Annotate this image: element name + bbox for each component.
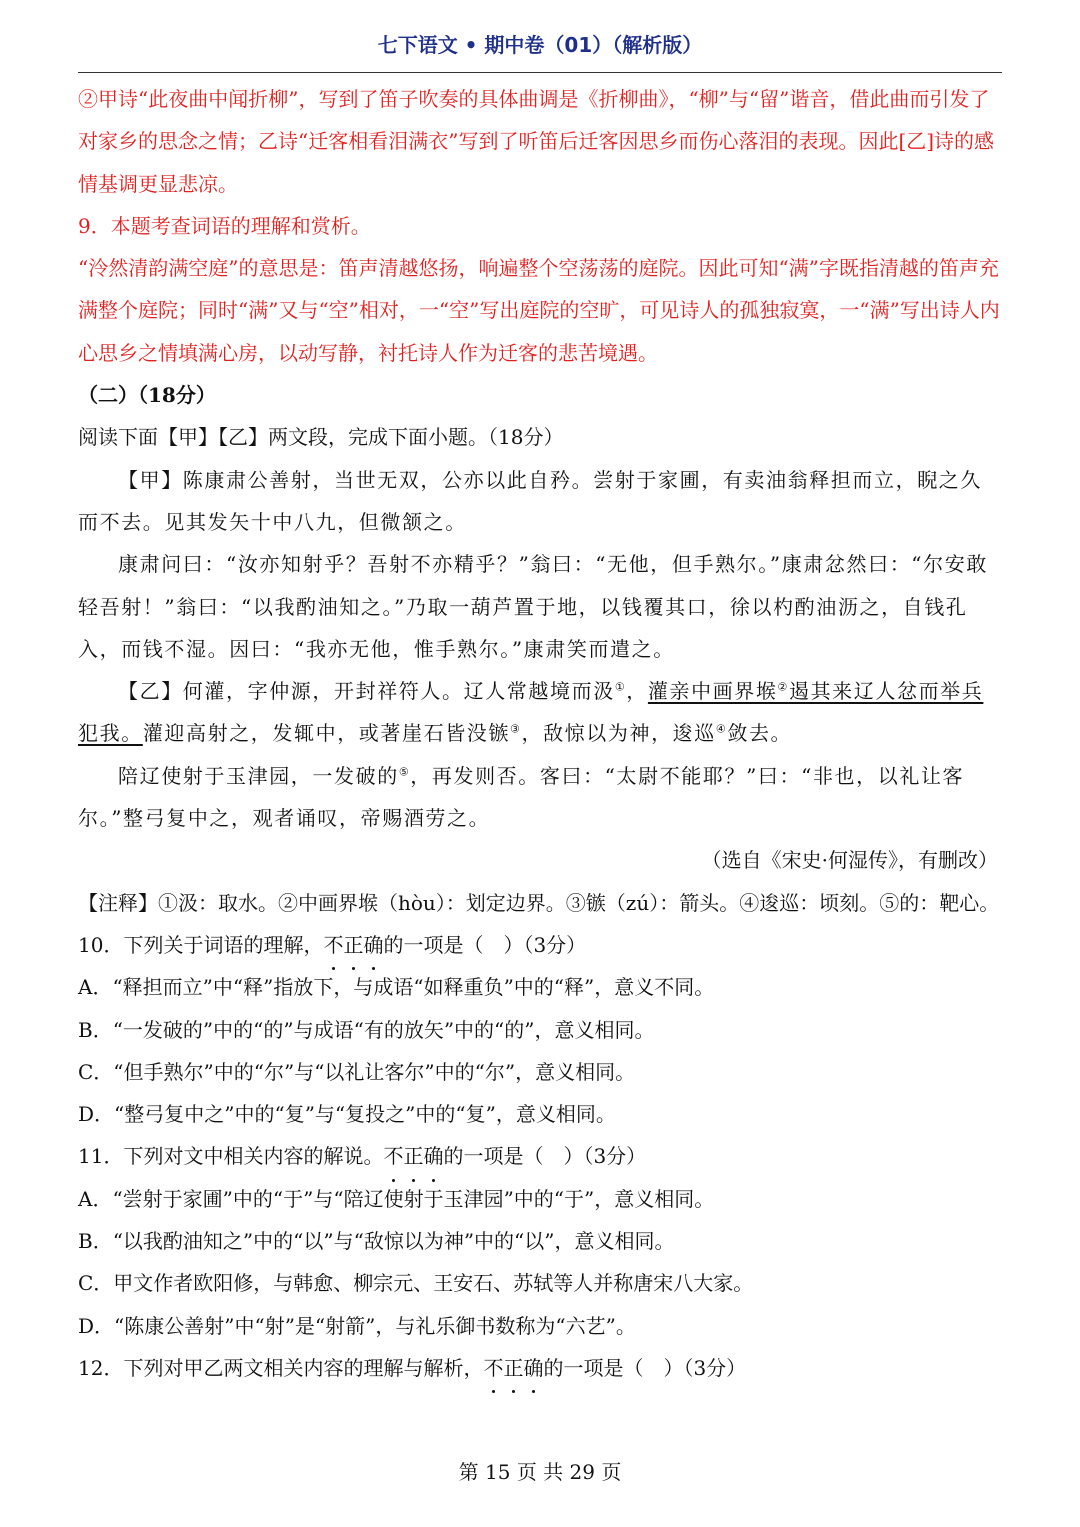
passage-source: （选自《宋史·何湿传》，有删改） — [701, 848, 998, 873]
question-11-option-d: D．“陈康公善射”中“射”是“射箭”，与礼乐御书数称为“六艺”。 — [78, 1313, 636, 1338]
note-marker-1: ① — [614, 680, 627, 694]
passage-yi-text: 敛去。 — [727, 721, 793, 746]
document-title: 七下语文 • 期中卷（01）（解析版） — [377, 33, 703, 57]
question-11-stem — [78, 1135, 1002, 1177]
emphasis-char: 不 — [383, 1135, 403, 1177]
emphasis-char: 不 — [483, 1347, 503, 1389]
question-10-option-b: B．“一发破的”中的“的”与成语“有的放矢”中的“的”，意义相同。 — [78, 1017, 655, 1042]
question-text: 的一项是（ ）（3分） — [383, 932, 587, 957]
annotation-notes: 【注释】①汲：取水。②中画界堠（hòu）：划定边界。③镞（zú）：箭头。④逡巡：顷刻。⑤的：靶心。 — [78, 890, 1000, 915]
emphasis-char: 确 — [363, 924, 383, 966]
emphasis-char: 正 — [503, 1347, 523, 1389]
page-header — [78, 30, 1002, 73]
passage-jia-paragraph-1: 【甲】陈康肃公善射，当世无双，公亦以此自矜。尝射于家圃，有卖油翁释担而立，睨之久而不去。见其发矢十中八九，但微颔之。 — [78, 467, 982, 534]
underlined-text: 灌亲中画界堠 — [647, 679, 778, 704]
page-footer: 第 15 页 共 29 页 — [458, 1460, 622, 1484]
note-marker-4: ④ — [715, 722, 728, 736]
emphasis-char: 确 — [523, 1347, 543, 1389]
passage-yi-text: 【乙】何灌，字仲源，开封祥符人。辽人常越境而汲 — [118, 679, 615, 704]
passage-yi-paragraph-2 — [78, 755, 1002, 840]
note-marker-2: ② — [777, 680, 789, 694]
question-11-option-b: B．“以我酌油知之”中的“以”与“敌惊以为神”中的“以”，意义相同。 — [78, 1229, 675, 1254]
question-text: 的一项是（ ）（3分） — [443, 1144, 647, 1169]
note-marker-3: ③ — [510, 722, 522, 736]
question-10-option-c: C．“但手熟尔”中的“尔”与“以礼让客尔”中的“尔”，意义相同。 — [78, 1059, 636, 1084]
question-10-option-d: D．“整弓复中之”中的“复”与“复投之”中的“复”，意义相同。 — [78, 1102, 616, 1127]
question-10-option-a: A．“释担而立”中“释”指放下，与成语“如释重负”中的“释”，意义不同。 — [78, 975, 715, 1000]
passage-yi-text: 灌迎高射之，发辄中，或著崖石皆没镞 — [142, 721, 511, 746]
question-text: 11．下列对文中相关内容的解说。 — [78, 1144, 384, 1169]
answer-8-explanation: ②甲诗“此夜曲中闻折柳”，写到了笛子吹奏的具体曲调是《折柳曲》，“柳”与“留”谐音，借此曲而引发了对家乡的思念之情；乙诗“迁客相看泪满衣”写到了听笛后迁客因思乡而伤心落泪的表现。因此[乙]诗的感情基调更显悲凉。 — [78, 87, 995, 196]
passage-yi-text: ，敌惊以为神，逡巡 — [521, 721, 716, 746]
question-10-stem — [78, 924, 1002, 966]
question-text: 12．下列对甲乙两文相关内容的理解与解析， — [78, 1355, 484, 1380]
question-text: 10．下列关于词语的理解， — [78, 932, 324, 957]
underlined-text: 遏其来辽人忿而举兵犯我。 — [78, 679, 984, 746]
passage-yi-text: 陪辽使射于玉津园，一发破的 — [118, 763, 399, 788]
answer-9-body: “泠然清韵满空庭”的意思是：笛声清越悠扬，响遍整个空荡荡的庭院。因此可知“满”字既指清越的笛声充满整个庭院；同时“满”又与“空”相对，一“空”写出庭院的空旷，可见诗人的孤独寂寞，一“满”写出诗人内心思乡之情填满心房，以动写静，衬托诗人作为迁客的悲苦境遇。 — [78, 256, 1000, 365]
emphasis-char: 正 — [343, 924, 363, 966]
question-text: 的一项是（ ）（3分） — [543, 1355, 747, 1380]
passage-yi-paragraph-1 — [78, 670, 1002, 755]
passage-jia-paragraph-2: 康肃问曰：“汝亦知射乎？吾射不亦精乎？”翁曰：“无他，但手熟尔。”康肃忿然曰：“尔安敢轻吾射！”翁曰：“以我酌油知之。”乃取一葫芦置于地，以钱覆其口，徐以杓酌油沥之，自钱孔入，而钱不湿。因曰：“我亦无他，惟手熟尔。”康肃笑而遣之。 — [78, 552, 988, 661]
passage-yi-text: ， — [626, 679, 648, 704]
question-11-option-c: C．甲文作者欧阳修，与韩愈、柳宗元、王安石、苏轼等人并称唐宋八大家。 — [78, 1271, 754, 1296]
reading-instruction: 阅读下面【甲】【乙】两文段，完成下面小题。（18分） — [78, 425, 564, 450]
emphasis-char: 正 — [403, 1135, 423, 1177]
passage-yi-text: ，再发则否。客曰：“太尉不能耶？”曰：“非也，以礼让客尔。”整弓复中之，观者诵叹，帝赐酒劳之。 — [78, 763, 965, 831]
note-marker-5: ⑤ — [398, 765, 411, 779]
emphasis-char: 不 — [323, 924, 343, 966]
answer-9-title: 9．本题考查词语的理解和赏析。 — [78, 213, 371, 238]
question-11-option-a: A．“尝射于家圃”中的“于”与“陪辽使射于玉津园”中的“于”，意义相同。 — [78, 1186, 715, 1211]
section-2-title: （二）（18分） — [78, 383, 216, 408]
emphasis-char: 确 — [423, 1135, 443, 1177]
question-12-stem — [78, 1347, 1002, 1389]
page-content — [78, 78, 1002, 1389]
